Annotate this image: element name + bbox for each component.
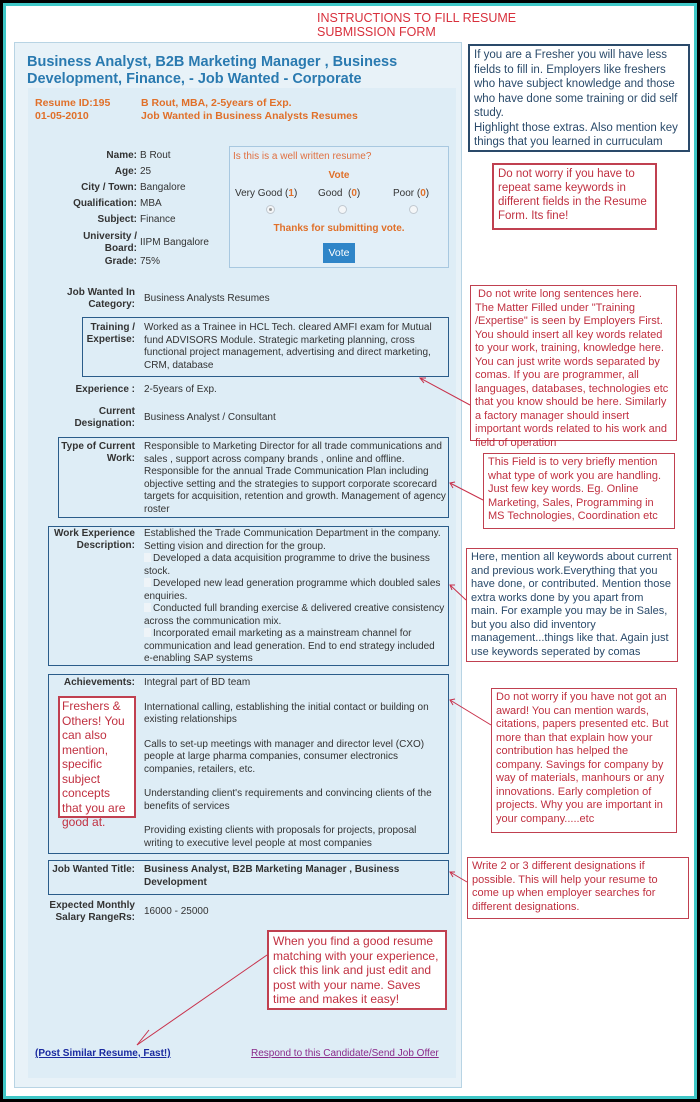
note-work-type: This Field is to very briefly mention what type of work you are handling. Just few key words. Eg. Online Marketing, Sales, Programming in MS Technologies, Coordination etc (483, 453, 675, 529)
note-post-similar: When you find a good resume matching with your experience, click this link and just edit and post with your name. Saves time and makes it easy! (267, 930, 447, 1010)
note-work-experience: Here, mention all keywords about current and previous work.Everything that you have done, or contributed. Mention those extra works done by you apart from main. For example you may be in Sales, but you also did inventory management...things like that. Again just use keywords seperated by comas (466, 548, 678, 662)
resume-id: Resume ID:195 (35, 97, 111, 109)
work-experience-intro: Established the Trade Communication Department in the company. Setting vision and direction for the group. (144, 528, 441, 552)
name-value: B Rout (140, 150, 171, 161)
job-category-label: Job Wanted In Category: (67, 287, 135, 310)
option-count: 1 (288, 188, 294, 199)
work-experience-label: Work Experience Description: (54, 528, 135, 551)
bullet-text: Incorporated email marketing as a mainstream channel for communication and lead generation. End to end strategy included e-enabling SAP systems (144, 628, 435, 664)
achievements-label: Achievements: (63, 677, 135, 688)
job-title-label: Job Wanted Title: (52, 864, 135, 875)
qualification-label: Qualification: (73, 198, 137, 209)
grade-label: Grade: (104, 256, 137, 267)
post-similar-resume-link[interactable]: (Post Similar Resume, Fast!) (35, 1048, 171, 1059)
option-label: Good (318, 188, 343, 199)
age-label: Age: (114, 166, 137, 177)
vote-heading: Vote (328, 170, 350, 181)
salary-label: Expected Monthly Salary RangeRs: (49, 900, 135, 923)
bullet-text: Developed a data acquisition programme to drive the business stock. (144, 553, 430, 577)
job-title-value: Business Analyst, B2B Marketing Manager , Business Development (144, 864, 400, 888)
bullet-text: Developed new lead generation programme which doubled sales enquiries. (144, 578, 441, 602)
subject-label: Subject: (97, 214, 137, 225)
city-label: City / Town: (81, 182, 137, 193)
city-value: Bangalore (140, 182, 186, 193)
achievement-item: International calling, establishing the initial contact or building on existing relationships (144, 701, 429, 725)
note-designations: Write 2 or 3 different designations if possible. This will help your resume to come up when employer searches for different designations. (467, 857, 689, 919)
age-value: 25 (140, 166, 152, 177)
note-fresher-text: If you are a Fresher you will have less fields to fill in. Employers like freshers who have subject knowledge and those who have done some training or did self study. (474, 49, 678, 119)
training-value: Worked as a Trainee in HCL Tech. cleared AMFI exam for Mutual fund ADVISORS Module. Strategic marketing planning, cross functional project management, advertising and direct marketing, CRM, database (144, 322, 432, 371)
instructions-header: INSTRUCTIONS TO FILL RESUME SUBMISSION FORM (317, 11, 517, 39)
achievement-item: Understanding client's requirements and convincing clients of the benefits of services (144, 788, 432, 812)
vote-option-good: Good (0) (318, 188, 361, 199)
option-count: 0 (420, 188, 426, 199)
experience-value: 2-5years of Exp. (144, 384, 217, 395)
university-label: University / Board: (83, 231, 137, 254)
note-repeat-keywords: Do not worry if you have to repeat same keywords in different fields in the Resume Form. Its fine! (492, 163, 657, 230)
job-category-value: Business Analysts Resumes (144, 293, 270, 304)
vote-option-poor: Poor (0) (393, 188, 430, 199)
designation-value: Business Analyst / Consultant (144, 412, 276, 423)
work-type-value: Responsible to Marketing Director for all trade communications and sales , support across company brands , online and offline. Responsible for the annual Trade Communication Plan including objective setting and the strategies to support corporate scorecard targets for acquisition, retention and growth. Management of agency roster (144, 441, 446, 515)
qualification-value: MBA (140, 198, 162, 209)
achievement-item: Providing existing clients with proposals for projects, proposal writing to executive level people at most companies (144, 825, 417, 849)
note-fresher-highlight: Highlight those extras. Also mention key things that you learned in curruculam (474, 121, 678, 148)
achievement-item: Calls to set-up meetings with manager and director level (CXO) people at large pharma companies, consumer electronics companies, retailers, etc. (144, 738, 425, 775)
training-label: Training / Expertise: (86, 322, 135, 345)
resume-summary: B Rout, MBA, 2-5years of Exp. (141, 97, 292, 109)
grade-value: 75% (140, 256, 161, 267)
university-value: IIPM Bangalore (140, 236, 209, 248)
option-label: Poor (393, 188, 415, 199)
vote-thanks: Thanks for submitting vote. (273, 223, 405, 234)
vote-option-very-good: Very Good (1) (235, 188, 298, 199)
subject-value: Finance (140, 214, 176, 225)
note-freshers-others: Freshers & Others! You can also mention, specific subject concepts that you are good at. (58, 696, 136, 818)
resume-date: 01-05-2010 (35, 110, 89, 122)
experience-label: Experience : (75, 384, 135, 395)
salary-value: 16000 - 25000 (144, 906, 209, 917)
note-training-title: Do not write long sentences here. (478, 288, 642, 300)
option-count: 0 (351, 188, 357, 199)
achievement-item: Integral part of BD team (144, 677, 251, 688)
name-label: Name: (106, 150, 137, 161)
vote-button[interactable]: Vote (323, 243, 355, 263)
work-type-label: Type of Current Work: (61, 441, 135, 464)
bullet-text: Conducted full branding exercise & delivered creative consistency across the communication mix. (144, 603, 445, 627)
designation-label: Current Designation: (74, 406, 135, 429)
vote-question: Is this is a well written resume? (233, 151, 372, 162)
resume-category-line: Job Wanted in Business Analysts Resumes (141, 110, 358, 122)
note-training-text: The Matter Filled under "Training /Expertise" is seen by Employers First. You should insert all key words related to your work, training, knowledge here. You can just write words separated by comas. If you are programmer, all languages, databases, technologies etc that you know should be here. Similarly a factory manager should insert important words related to his work and field of operation (475, 301, 669, 449)
note-achievements: Do not worry if you have not got an award! You can mention wards, citations, papers presented etc. But more than that explain how your contribution has helped the company. Savings for company by way of materials, manhours or any innovations. Early completion of projects. Why you are important in your company.....etc (491, 688, 677, 833)
respond-candidate-link[interactable]: Respond to this Candidate/Send Job Offer (251, 1048, 439, 1059)
resume-title: Business Analyst, B2B Marketing Manager , Business Development, Finance, - Job Wanted - Corporate (27, 54, 398, 87)
option-label: Very Good (235, 188, 283, 199)
